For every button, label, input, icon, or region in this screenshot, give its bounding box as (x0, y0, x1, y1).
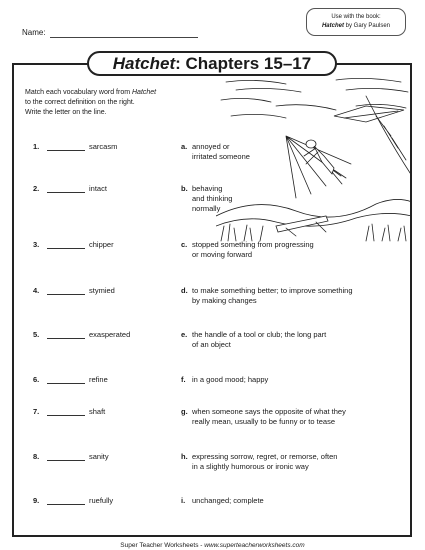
book-info-line2 (307, 22, 405, 31)
definition-letter: f. (181, 375, 186, 384)
item-number: 2. (33, 184, 40, 193)
footer-sep: - (198, 542, 205, 549)
definition-letter: e. (181, 330, 188, 339)
vocab-word: ruefully (89, 496, 114, 505)
vocab-word: shaft (89, 407, 106, 416)
answer-blank[interactable] (47, 150, 85, 151)
footer-url-link[interactable]: www.superteacherworksheets.com (204, 542, 305, 549)
definition-letter: g. (181, 407, 188, 416)
definition-line: behaving (192, 184, 223, 193)
item-number: 1. (33, 142, 40, 151)
answer-blank[interactable] (47, 294, 85, 295)
definition (192, 240, 402, 260)
definition-line: unchanged; complete (192, 496, 264, 505)
title-book: Hatchet (112, 54, 176, 73)
name-line[interactable] (50, 37, 198, 38)
definition-letter: d. (181, 286, 188, 295)
definition-letter: c. (181, 240, 188, 249)
definition-letter: i. (181, 496, 186, 505)
definition-line: to make something better; to improve something (192, 286, 353, 295)
vocab-word: sarcasm (89, 142, 118, 151)
definition-line: normally (192, 204, 221, 213)
vocab-word: sanity (89, 452, 109, 461)
footer (0, 542, 425, 549)
answer-blank[interactable] (47, 338, 85, 339)
name-label: Name: (22, 28, 46, 37)
item-number: 3. (33, 240, 40, 249)
definition-line: stopped something from progressing (192, 240, 314, 249)
answer-blank[interactable] (47, 460, 85, 461)
answer-blank[interactable] (47, 248, 85, 249)
definition-letter: b. (181, 184, 188, 193)
item-number: 5. (33, 330, 40, 339)
answer-blank[interactable] (47, 383, 85, 384)
definition (192, 184, 402, 214)
book-author: by Gary Paulsen (345, 23, 391, 29)
definition (192, 330, 402, 350)
vocab-word: refine (89, 375, 108, 384)
instructions-line1-text: Match each vocabulary word from (25, 89, 132, 96)
definition (192, 142, 402, 162)
definition (192, 286, 402, 306)
book-info-box (306, 8, 406, 36)
definition-line: expressing sorrow, regret, or remorse, often (192, 452, 338, 461)
definition-line: and thinking (192, 194, 233, 203)
item-number: 6. (33, 375, 40, 384)
definition-line: or moving forward (192, 250, 253, 259)
book-title: Hatchet (321, 23, 344, 29)
definition (192, 452, 402, 472)
answer-blank[interactable] (47, 192, 85, 193)
definition-letter: h. (181, 452, 188, 461)
instructions-line2: to the correct definition on the right. (25, 99, 135, 106)
instructions (25, 88, 225, 118)
title-rest: : Chapters 15–17 (175, 54, 312, 73)
vocab-word: chipper (89, 240, 114, 249)
vocab-word: exasperated (89, 330, 131, 339)
answer-blank[interactable] (47, 415, 85, 416)
book-info-line1: Use with the book: (331, 14, 381, 20)
instructions-book: Hatchet (132, 89, 157, 96)
definition-line: in a good mood; happy (192, 375, 269, 384)
definition-line: really mean, usually to be funny or to tease (192, 417, 335, 426)
item-number: 4. (33, 286, 40, 295)
definition (192, 375, 402, 385)
instructions-line1 (25, 88, 225, 98)
page-title (87, 51, 337, 76)
vocab-word: intact (89, 184, 107, 193)
footer-site: Super Teacher Worksheets (120, 542, 199, 549)
item-number: 9. (33, 496, 40, 505)
answer-blank[interactable] (47, 504, 85, 505)
definition-line: in a slightly humorous or ironic way (192, 462, 309, 471)
definition-line: of an object (192, 340, 231, 349)
definition-letter: a. (181, 142, 188, 151)
item-number: 7. (33, 407, 40, 416)
definition-line: annoyed or (192, 142, 230, 151)
definition-line: when someone says the opposite of what they (192, 407, 346, 416)
definition-line: irritated someone (192, 152, 250, 161)
item-number: 8. (33, 452, 40, 461)
instructions-line3: Write the letter on the line. (25, 109, 107, 116)
definition-line: the handle of a tool or club; the long part (192, 330, 327, 339)
definition-line: by making changes (192, 296, 257, 305)
definition (192, 496, 402, 506)
vocab-word: stymied (89, 286, 115, 295)
definition (192, 407, 402, 427)
